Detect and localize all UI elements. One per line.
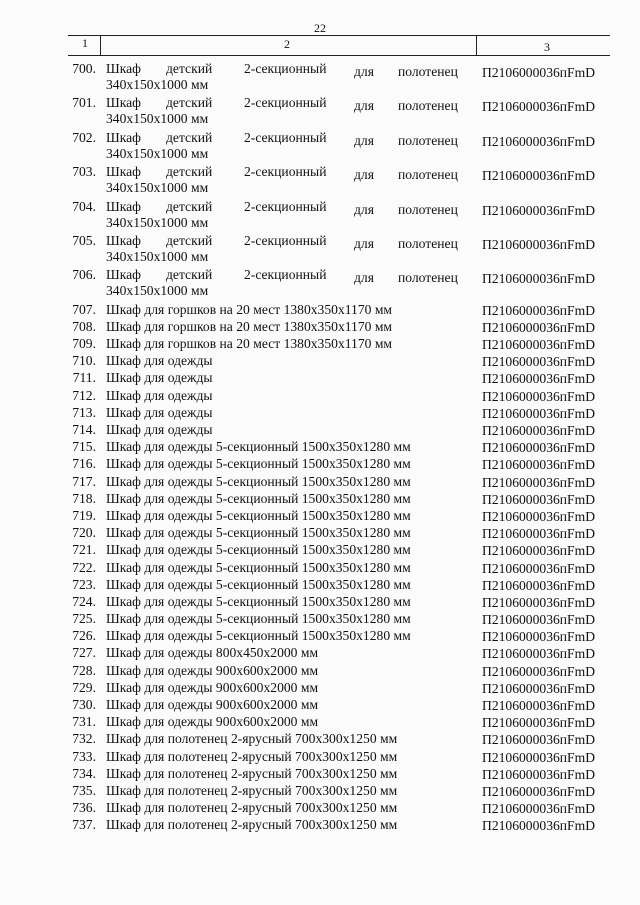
header-col-3: 3 xyxy=(544,40,550,54)
table-row xyxy=(0,266,640,300)
item-description-word: Шкаф xyxy=(106,61,141,76)
table-row xyxy=(0,352,640,369)
row-number: 721. xyxy=(72,542,96,558)
table-row xyxy=(0,748,640,765)
item-description: Шкаф для горшков на 20 мест 1380х350х1170 мм xyxy=(106,336,393,352)
item-description-word: для xyxy=(354,270,374,286)
row-number: 735. xyxy=(72,782,96,798)
item-description-word: детский xyxy=(166,198,213,214)
item-code: П2106000036пFmD xyxy=(482,629,596,645)
item-description: Шкаф для одежды xyxy=(106,387,213,403)
item-code: П2106000036пFmD xyxy=(482,680,596,696)
item-description: Шкаф для одежды 5-секционный 1500х350х1280 мм xyxy=(106,611,411,627)
row-number: 717. xyxy=(72,473,96,489)
row-number: 715. xyxy=(72,439,96,455)
table-row xyxy=(0,559,640,576)
table-row xyxy=(0,799,640,816)
item-description: Шкаф для одежды 5-секционный 1500х350х1280 мм xyxy=(106,439,411,455)
table-body xyxy=(0,60,640,834)
row-number: 708. xyxy=(72,318,96,334)
row-number: 705. xyxy=(72,232,96,248)
item-description-word: для xyxy=(354,167,374,183)
item-code: П2106000036пFmD xyxy=(482,423,596,439)
table-row xyxy=(0,782,640,799)
item-code: П2106000036пFmD xyxy=(482,715,596,731)
row-number: 703. xyxy=(72,164,96,180)
header-col-2: 2 xyxy=(284,37,290,51)
table-row xyxy=(0,490,640,507)
item-code: П2106000036пFmD xyxy=(482,474,596,490)
row-number: 701. xyxy=(72,95,96,111)
item-code: П2106000036пFmD xyxy=(482,405,596,421)
row-number: 737. xyxy=(72,817,96,833)
row-number: 700. xyxy=(72,61,96,76)
row-number: 716. xyxy=(72,456,96,472)
table-row xyxy=(0,713,640,730)
item-description: Шкаф для одежды 900х600х2000 мм xyxy=(106,714,319,730)
item-description-word: 2-секционный xyxy=(244,61,327,76)
table-row xyxy=(0,455,640,472)
row-number: 718. xyxy=(72,490,96,506)
item-code: П2106000036пFmD xyxy=(482,371,596,387)
item-description-word: полотенец xyxy=(398,64,458,79)
item-description-word: полотенец xyxy=(398,98,458,114)
item-description: Шкаф для одежды 800х450х2000 мм xyxy=(106,645,319,661)
item-code: П2106000036пFmD xyxy=(482,99,596,115)
row-number: 709. xyxy=(72,336,96,352)
item-code: П2106000036пFmD xyxy=(482,440,596,456)
item-description-word: для xyxy=(354,98,374,114)
item-code: П2106000036пFmD xyxy=(482,491,596,507)
table-row xyxy=(0,60,640,94)
item-description-word: полотенец xyxy=(398,235,458,251)
table-row xyxy=(0,696,640,713)
item-dimensions: 340х150х1000 мм xyxy=(106,77,209,92)
table-row xyxy=(0,507,640,524)
item-code: П2106000036пFmD xyxy=(482,663,596,679)
item-code: П2106000036пFmD xyxy=(482,236,596,252)
item-code: П2106000036пFmD xyxy=(482,612,596,628)
row-number: 720. xyxy=(72,525,96,541)
item-description-word: 2-секционный xyxy=(244,164,327,180)
column-divider xyxy=(476,36,477,55)
table-row xyxy=(0,369,640,386)
row-number: 722. xyxy=(72,559,96,575)
item-code: П2106000036пFmD xyxy=(482,337,596,353)
item-description-word: для xyxy=(354,235,374,251)
table-row xyxy=(0,94,640,128)
table-row xyxy=(0,129,640,163)
item-description: Шкаф для полотенец 2-ярусный 700х300х1250 мм xyxy=(106,731,398,747)
item-code: П2106000036пFmD xyxy=(482,133,596,149)
table-row xyxy=(0,627,640,644)
item-description: Шкаф для полотенец 2-ярусный 700х300х1250 мм xyxy=(106,800,398,816)
row-number: 710. xyxy=(72,353,96,369)
table-row xyxy=(0,438,640,455)
table-row xyxy=(0,730,640,747)
row-number: 702. xyxy=(72,129,96,145)
row-number: 728. xyxy=(72,662,96,678)
row-number: 731. xyxy=(72,714,96,730)
row-number: 714. xyxy=(72,422,96,438)
item-dimensions: 340х150х1000 мм xyxy=(106,283,209,299)
item-description-word: 2-секционный xyxy=(244,267,327,283)
item-description: Шкаф для горшков на 20 мест 1380х350х1170 мм xyxy=(106,301,393,317)
item-description-word: детский xyxy=(166,164,213,180)
row-number: 730. xyxy=(72,697,96,713)
item-code: П2106000036пFmD xyxy=(482,508,596,524)
column-divider xyxy=(100,36,101,55)
table-row xyxy=(0,662,640,679)
item-description-word: 2-секционный xyxy=(244,232,327,248)
item-description-word: детский xyxy=(166,95,213,111)
item-description: Шкаф для одежды xyxy=(106,370,213,386)
item-code: П2106000036пFmD xyxy=(482,543,596,559)
item-description: Шкаф для одежды 5-секционный 1500х350х1280 мм xyxy=(106,559,411,575)
item-description: Шкаф для одежды xyxy=(106,353,213,369)
row-number: 734. xyxy=(72,765,96,781)
item-description: Шкаф для горшков на 20 мест 1380х350х1170 мм xyxy=(106,318,393,334)
item-code: П2106000036пFmD xyxy=(482,202,596,218)
item-description-word: полотенец xyxy=(398,201,458,217)
item-description: Шкаф для одежды 900х600х2000 мм xyxy=(106,662,319,678)
item-code: П2106000036пFmD xyxy=(482,457,596,473)
item-code: П2106000036пFmD xyxy=(482,646,596,662)
table-row xyxy=(0,421,640,438)
table-row xyxy=(0,610,640,627)
item-description: Шкаф для одежды 5-секционный 1500х350х1280 мм xyxy=(106,525,411,541)
item-code: П2106000036пFmD xyxy=(482,168,596,184)
item-description-word: Шкаф xyxy=(106,232,141,248)
item-description: Шкаф для одежды 900х600х2000 мм xyxy=(106,679,319,695)
item-code: П2106000036пFmD xyxy=(482,271,596,287)
item-dimensions: 340х150х1000 мм xyxy=(106,145,209,161)
item-description: Шкаф для одежды 5-секционный 1500х350х1280 мм xyxy=(106,628,411,644)
table-row xyxy=(0,318,640,335)
item-description-word: детский xyxy=(166,232,213,248)
table-header xyxy=(68,35,610,56)
item-code: П2106000036пFmD xyxy=(482,732,596,748)
item-code: П2106000036пFmD xyxy=(482,783,596,799)
item-code: П2106000036пFmD xyxy=(482,801,596,817)
item-description-word: Шкаф xyxy=(106,95,141,111)
item-code: П2106000036пFmD xyxy=(482,698,596,714)
item-description: Шкаф для одежды 5-секционный 1500х350х1280 мм xyxy=(106,542,411,558)
item-description: Шкаф для одежды xyxy=(106,404,213,420)
row-number: 706. xyxy=(72,267,96,283)
item-description: Шкаф для одежды 5-секционный 1500х350х1280 мм xyxy=(106,473,411,489)
row-number: 727. xyxy=(72,645,96,661)
row-number: 724. xyxy=(72,593,96,609)
item-description: Шкаф для полотенец 2-ярусный 700х300х1250 мм xyxy=(106,817,398,833)
item-description-word: полотенец xyxy=(398,132,458,148)
table-row xyxy=(0,524,640,541)
table-row xyxy=(0,765,640,782)
row-number: 725. xyxy=(72,611,96,627)
row-number: 732. xyxy=(72,731,96,747)
table-row xyxy=(0,198,640,232)
table-row xyxy=(0,301,640,318)
item-description: Шкаф для одежды 5-секционный 1500х350х1280 мм xyxy=(106,576,411,592)
item-description: Шкаф для полотенец 2-ярусный 700х300х1250 мм xyxy=(106,782,398,798)
row-number: 713. xyxy=(72,404,96,420)
item-code: П2106000036пFmD xyxy=(482,594,596,610)
item-description-word: Шкаф xyxy=(106,164,141,180)
item-description-word: полотенец xyxy=(398,270,458,286)
table-row xyxy=(0,644,640,661)
item-description-word: Шкаф xyxy=(106,198,141,214)
row-number: 723. xyxy=(72,576,96,592)
row-number: 729. xyxy=(72,679,96,695)
item-description-word: 2-секционный xyxy=(244,129,327,145)
item-description-word: Шкаф xyxy=(106,267,141,283)
table-row xyxy=(0,335,640,352)
item-code: П2106000036пFmD xyxy=(482,388,596,404)
table-row xyxy=(0,816,640,833)
item-description-word: Шкаф xyxy=(106,129,141,145)
table-row xyxy=(0,404,640,421)
item-description-word: детский xyxy=(166,129,213,145)
row-number: 736. xyxy=(72,800,96,816)
row-number: 733. xyxy=(72,748,96,764)
table-row xyxy=(0,541,640,558)
table-row xyxy=(0,576,640,593)
item-code: П2106000036пFmD xyxy=(482,749,596,765)
item-code: П2106000036пFmD xyxy=(482,65,596,80)
item-code: П2106000036пFmD xyxy=(482,766,596,782)
item-dimensions: 340х150х1000 мм xyxy=(106,248,209,264)
row-number: 707. xyxy=(72,301,96,317)
table-row xyxy=(0,387,640,404)
table-row xyxy=(0,679,640,696)
item-description-word: детский xyxy=(166,267,213,283)
item-description: Шкаф для одежды 900х600х2000 мм xyxy=(106,697,319,713)
item-description-word: детский xyxy=(166,61,213,76)
row-number: 704. xyxy=(72,198,96,214)
item-code: П2106000036пFmD xyxy=(482,354,596,370)
item-description-word: 2-секционный xyxy=(244,95,327,111)
item-description-word: полотенец xyxy=(398,167,458,183)
item-description: Шкаф для одежды 5-секционный 1500х350х1280 мм xyxy=(106,490,411,506)
item-description-word: для xyxy=(354,132,374,148)
item-dimensions: 340х150х1000 мм xyxy=(106,180,209,196)
row-number: 712. xyxy=(72,387,96,403)
item-description: Шкаф для одежды 5-секционный 1500х350х1280 мм xyxy=(106,456,411,472)
header-col-1: 1 xyxy=(82,36,88,50)
table-row xyxy=(0,163,640,197)
table-row xyxy=(0,593,640,610)
item-code: П2106000036пFmD xyxy=(482,577,596,593)
item-code: П2106000036пFmD xyxy=(482,526,596,542)
item-description: Шкаф для одежды 5-секционный 1500х350х1280 мм xyxy=(106,593,411,609)
item-code: П2106000036пFmD xyxy=(482,302,596,318)
table-row xyxy=(0,232,640,266)
page-number: 22 xyxy=(314,21,326,35)
row-number: 711. xyxy=(72,370,96,386)
item-description-word: для xyxy=(354,201,374,217)
item-description: Шкаф для полотенец 2-ярусный 700х300х1250 мм xyxy=(106,748,398,764)
item-description: Шкаф для одежды 5-секционный 1500х350х1280 мм xyxy=(106,507,411,523)
row-number: 719. xyxy=(72,507,96,523)
item-code: П2106000036пFmD xyxy=(482,319,596,335)
item-code: П2106000036пFmD xyxy=(482,818,596,834)
item-description: Шкаф для полотенец 2-ярусный 700х300х1250 мм xyxy=(106,765,398,781)
item-description: Шкаф для одежды xyxy=(106,422,213,438)
row-number: 726. xyxy=(72,628,96,644)
item-description-word: 2-секционный xyxy=(244,198,327,214)
item-description-word: для xyxy=(354,64,374,79)
table-row xyxy=(0,473,640,490)
item-dimensions: 340х150х1000 мм xyxy=(106,111,209,127)
item-dimensions: 340х150х1000 мм xyxy=(106,214,209,230)
item-code: П2106000036пFmD xyxy=(482,560,596,576)
